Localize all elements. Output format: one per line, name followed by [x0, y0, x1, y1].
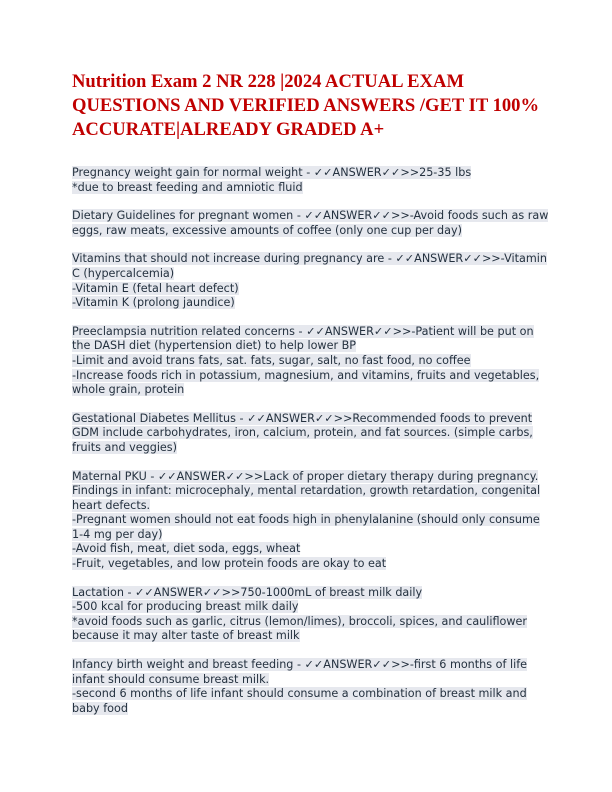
qa-question: Infancy birth weight and breast feeding - ✓✓ANSWER✓✓>>-first 6 months of life infant should consume breast milk.: [72, 658, 528, 686]
qa-item: [72, 325, 550, 398]
qa-answer-line: *avoid foods such as garlic, citrus (lemon/limes), broccoli, spices, and cauliflower because it may alter taste of breast milk: [72, 614, 527, 643]
qa-question: Preeclampsia nutrition related concerns - ✓✓ANSWER✓✓>>-Patient will be put on the DASH diet (hypertension diet) to help lower BP: [72, 324, 534, 353]
qa-question: Dietary Guidelines for pregnant women - ✓✓ANSWER✓✓>>-Avoid foods such as raw eggs, raw meats, excessive amounts of coffee (only one cup per day): [72, 209, 549, 237]
qa-item: [72, 252, 550, 310]
qa-question: Gestational Diabetes Mellitus - ✓✓ANSWER✓✓>>Recommended foods to prevent GDM include carbohydrates, iron, calcium, protein, and fat sources. (simple carbs, fruits and veggies): [72, 411, 533, 454]
qa-item: [72, 470, 550, 572]
qa-answer-line: -500 kcal for producing breast milk daily: [72, 600, 299, 614]
qa-list: [72, 166, 550, 730]
qa-item: [72, 658, 550, 716]
qa-item: [72, 209, 550, 238]
qa-answer-line: -second 6 months of life infant should consume a combination of breast milk and baby food: [72, 687, 527, 715]
document-title: Nutrition Exam 2 NR 228 |2024 ACTUAL EXAM QUESTIONS AND VERIFIED ANSWERS /GET IT 100% ACCURATE|ALREADY GRADED A+: [72, 71, 540, 140]
qa-item: [72, 166, 550, 195]
qa-answer-line: -Vitamin E (fetal heart defect): [72, 281, 239, 295]
qa-question: Lactation - ✓✓ANSWER✓✓>>750-1000mL of breast milk daily: [72, 585, 423, 599]
qa-question: Vitamins that should not increase during pregnancy are - ✓✓ANSWER✓✓>>-Vitamin C (hypercalcemia): [72, 252, 547, 280]
qa-answer-line: -Vitamin K (prolong jaundice): [72, 296, 235, 310]
qa-item: [72, 586, 550, 644]
qa-answer-line: -Pregnant women should not eat foods high in phenylalanine (should only consume 1-4 mg per day): [72, 513, 540, 541]
qa-item: [72, 412, 550, 456]
qa-answer-line: -Fruit, vegetables, and low protein foods are okay to eat: [72, 557, 387, 571]
qa-question: Pregnancy weight gain for normal weight - ✓✓ANSWER✓✓>>25-35 lbs: [72, 166, 472, 179]
qa-question: Maternal PKU - ✓✓ANSWER✓✓>>Lack of proper dietary therapy during pregnancy. Findings in infant: microcephaly, mental retardation, growth retardation, congenital heart defects.: [72, 469, 541, 512]
qa-answer-line: *due to breast feeding and amniotic fluid: [72, 180, 303, 194]
qa-answer-line: -Limit and avoid trans fats, sat. fats, sugar, salt, no fast food, no coffee: [72, 353, 471, 367]
qa-answer-line: -Increase foods rich in potassium, magnesium, and vitamins, fruits and vegetables, whole grain, protein: [72, 368, 540, 397]
qa-answer-line: -Avoid fish, meat, diet soda, eggs, wheat: [72, 542, 301, 556]
